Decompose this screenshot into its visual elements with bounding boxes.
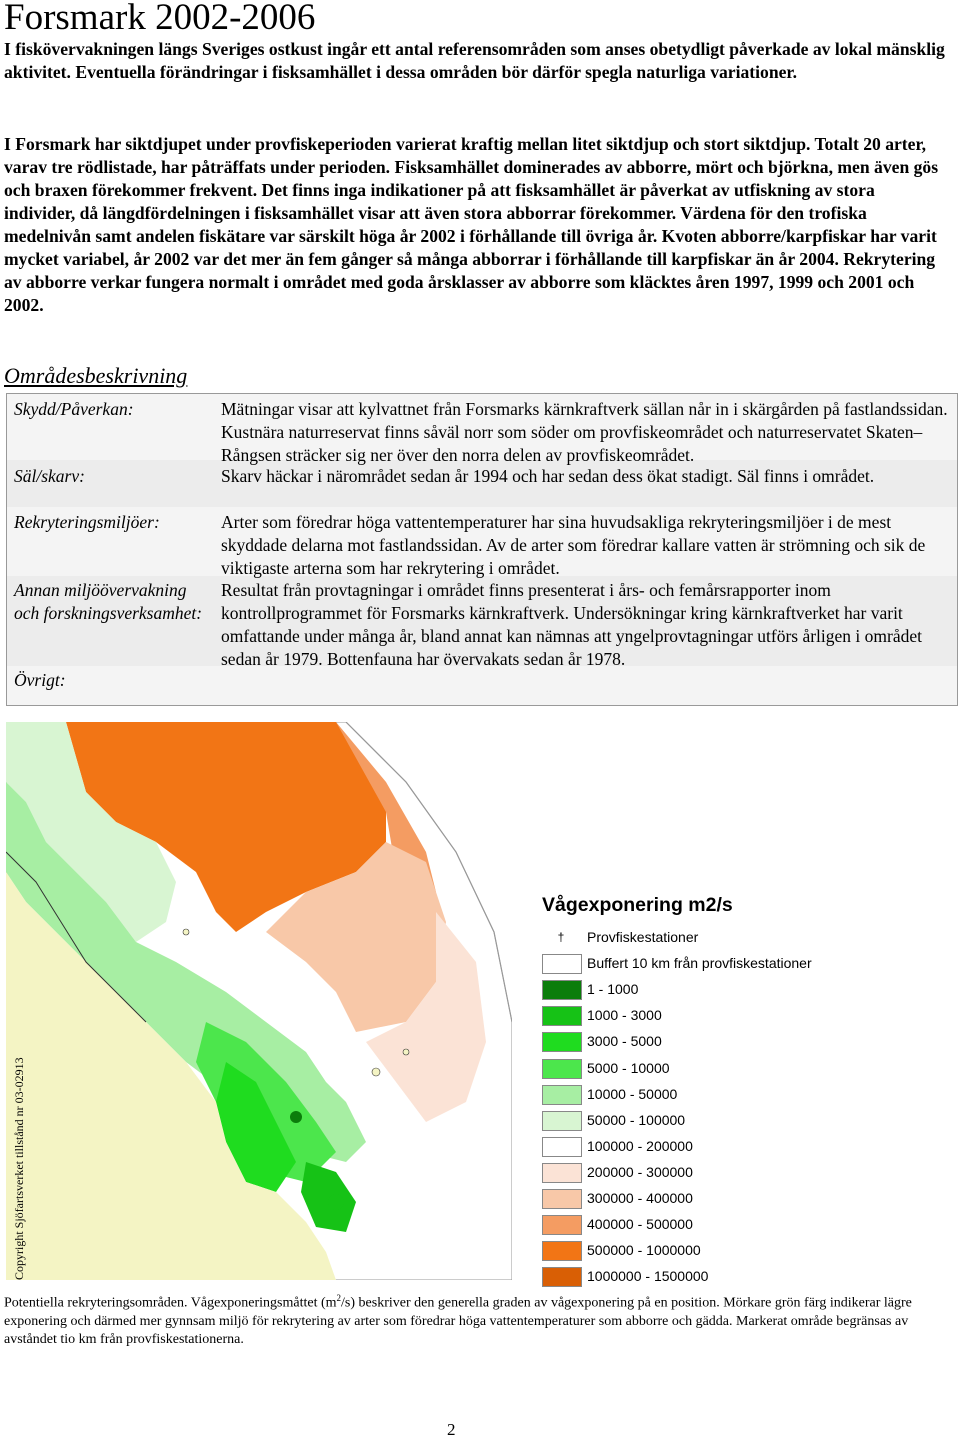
island [328, 1194, 344, 1210]
legend-label: 5000 - 10000 [587, 1059, 670, 1076]
map-legend [540, 890, 940, 1290]
row-value-seal-cormorant: Skarv häckar i närområdet sedan år 1994 och har sedan dess ökat stadigt. Säl finns i området. [221, 466, 875, 486]
section-heading: Områdesbeskrivning [4, 363, 188, 388]
station-symbol-icon: † [557, 930, 565, 944]
legend-swatch [542, 1059, 582, 1079]
legend-label: 100000 - 200000 [587, 1137, 693, 1154]
legend-swatch [542, 1137, 582, 1157]
row-label-recruitment: Rekryteringsmiljöer: [14, 512, 160, 532]
legend-item [540, 1111, 920, 1133]
legend-item [540, 1032, 920, 1054]
legend-swatch [542, 1111, 582, 1131]
legend-label: 50000 - 100000 [587, 1111, 686, 1128]
legend-item [540, 954, 920, 976]
legend-item [540, 1137, 920, 1159]
island [290, 1111, 302, 1123]
legend-label: 400000 - 500000 [587, 1216, 693, 1233]
island [372, 1068, 380, 1076]
legend-label: Buffert 10 km från provfiskestationer [587, 955, 812, 972]
area-description-table [6, 393, 958, 706]
legend-swatch [542, 1241, 582, 1261]
map-copyright: Copyright Sjöfartsverket tillstånd nr 03-02913 [12, 1057, 26, 1280]
legend-swatch [542, 1085, 582, 1105]
row-label-seal-cormorant: Säl/skarv: [14, 466, 85, 486]
legend-item [540, 980, 920, 1002]
legend-label: 1000 - 3000 [587, 1007, 662, 1024]
figure-caption [4, 1289, 954, 1349]
legend-item [540, 1267, 920, 1289]
page-title: Forsmark 2002-2006 [4, 0, 316, 38]
legend-swatch [542, 980, 582, 1000]
legend-item [540, 1059, 920, 1081]
legend-label: 500000 - 1000000 [587, 1242, 701, 1259]
row-value-monitoring: Resultat från provtagningar i området finns presenterat i års- och femårsrapporter inom kontrollprogrammet för Forsmarks kärnkraftverk. Undersökningar kring kärnkraftverket har varit omfattande under många år, bland annat kan nämnas att yngelprovtagningar utförs årligen i området sedan år 1979. Bottenfauna har övervakats sedan år 1978. [221, 580, 922, 669]
legend-item [540, 1163, 920, 1185]
legend-swatch [542, 954, 582, 974]
legend-swatch [542, 1215, 582, 1235]
legend-item [540, 1189, 920, 1211]
legend-item [540, 1006, 920, 1028]
row-value-protection: Mätningar visar att kylvattnet från Forsmarks kärnkraftverk sällan når in i skärgården på fastlandssidan. Kustnära naturreservat finns såväl norr som söder om provfiskeområdet och naturreservatet Skaten–Rångsen sträcker sig ner över den norra delen av provfiskeområdet. [221, 399, 948, 465]
legend-title: Vågexponering m2/s [542, 894, 733, 916]
island [403, 1049, 409, 1055]
legend-label: 3000 - 5000 [587, 1033, 662, 1050]
legend-swatch [542, 1163, 582, 1183]
legend-item [540, 928, 920, 950]
legend-label: Provfiskestationer [587, 929, 699, 945]
summary-paragraph: I Forsmark har siktdjupet under provfiskeperioden varierat kraftig mellan litet siktdjup och stort siktdjup. Totalt 20 arter, varav tre rödlistade, har påträffats under perioden. Fisksamhället dominerades av abborre, mört och björkna, men även gös och braxen förekommer frekvent. Det finns inga indikationer på att fisksamhället är påverkat av utfiskning av stora individer, då längdfördelningen i fisksamhället visar att även stora abborrar förekommer. Värdena för den trofiska medelnivån samt andelen fiskätare var särskilt höga år 2002 i förhållande till övriga år. Kvoten abborre/karpfiskar har varit mycket variabel, år 2002 var det mer än fem gånger så många abborrar i förhållande till karpfiskar än år 2004. Rekrytering av abborre verkar fungera normalt i området med goda årsklasser av abborre som kläcktes åren 1997, 1999 och 2001 och 2002. [4, 134, 939, 315]
caption-part1: Potentiella rekryteringsområden. Vågexponeringsmåttet (m [4, 1295, 337, 1311]
legend-swatch [542, 1006, 582, 1026]
caption-part2: /s) beskriver den generella graden av vågexponering på en position. Mörkare grön färg indikerar lägre exponering och därmed mer gynnsam miljö för rekrytering av arter som föredrar höga vattentemperaturer som abborre och gädda. Markerat område begränsas av avståndet tio km från provfiskestationerna. [4, 1295, 912, 1347]
legend-item [540, 1085, 920, 1107]
legend-swatch [542, 1032, 582, 1052]
legend-label: 10000 - 50000 [587, 1085, 678, 1102]
wave-exposure-map [6, 722, 512, 1280]
row-label-other: Övrigt: [14, 670, 66, 690]
legend-label: 1 - 1000 [587, 981, 639, 998]
legend-item [540, 1241, 920, 1263]
island [183, 929, 189, 935]
page-number: 2 [447, 1420, 456, 1439]
legend-swatch [542, 1189, 582, 1209]
legend-label: 300000 - 400000 [587, 1190, 693, 1206]
table-row-bg [7, 666, 957, 705]
legend-label: 1000000 - 1500000 [587, 1268, 709, 1285]
legend-label: 200000 - 300000 [587, 1163, 693, 1180]
row-label-monitoring: Annan miljöövervakning och forskningsverksamhet: [14, 580, 203, 623]
row-label-protection: Skydd/Påverkan: [14, 399, 134, 419]
row-value-recruitment: Arter som föredrar höga vattentemperaturer har sina huvudsakliga rekryteringsmiljöer i de mest skyddade delarna mot fastlandssidan. Av de arter som föredrar kallare vatten är strömning och sik de viktigaste arterna som har rekrytering i området. [221, 512, 926, 578]
intro-paragraph: I fiskövervakningen längs Sveriges ostkust ingår ett antal referensområden som anses obetydligt påverkade av lokal mänsklig aktivitet. Eventuella förändringar i fisksamhället i dessa områden bör därför spegla naturliga variationer. [4, 39, 945, 82]
legend-swatch [542, 1267, 582, 1287]
caption-superscript: 2 [336, 1293, 342, 1303]
legend-item [540, 1215, 920, 1237]
